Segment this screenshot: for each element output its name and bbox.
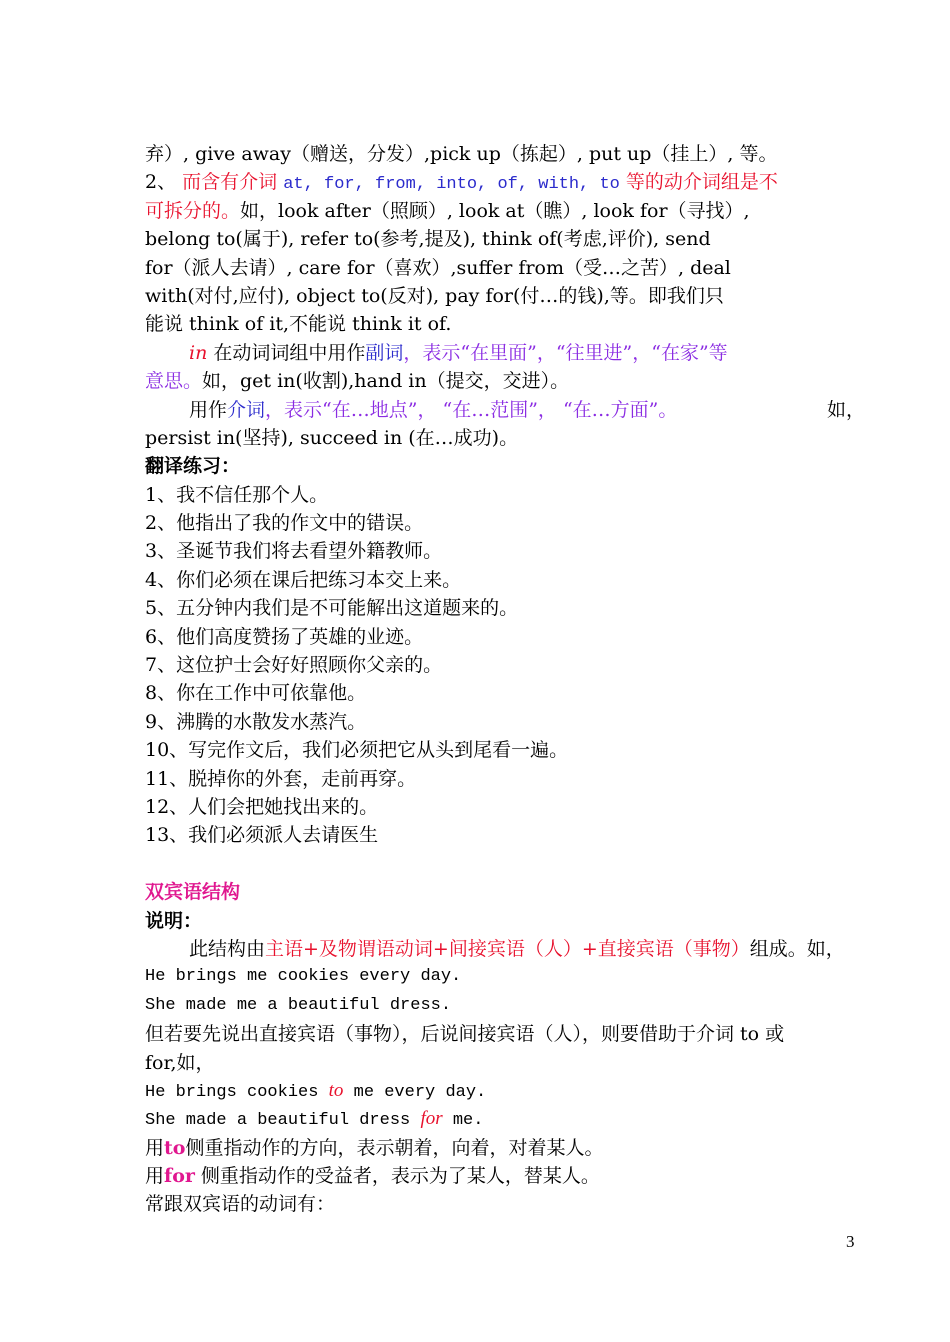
text-span: for（派人去请）, care for（喜欢）,suffer from（受…之苦）, deal	[145, 256, 731, 279]
keyword-to: to	[328, 1079, 344, 1101]
example-sentence	[145, 1105, 865, 1133]
example-sentence: He brings me cookies every day.	[145, 967, 462, 987]
text-span: He brings cookies	[145, 1082, 319, 1102]
text-span: me every day.	[353, 1082, 487, 1102]
intro-line	[145, 935, 865, 963]
text-line-9	[145, 367, 865, 395]
text-span: 组成。如，	[749, 937, 845, 960]
note-line: for,如，	[145, 1051, 215, 1074]
list-item: 10、写完作文后，我们必须把它从头到尾看一遍。	[145, 739, 569, 762]
highlight-blue: 副词	[365, 341, 404, 364]
list-item: 1、我不信任那个人。	[145, 483, 329, 506]
exercise-heading: 翻译练习：	[145, 455, 241, 478]
text-span: She made a beautiful dress	[145, 1111, 411, 1131]
text-span: 如，get in(收割),hand in（提交，交进）。	[202, 370, 570, 393]
list-item: 5、五分钟内我们是不可能解出这道题来的。	[145, 597, 519, 620]
text-span: 弃）, give away（赠送，分发）,pick up（拣起）, put up（挂上）, 等。	[145, 143, 778, 165]
explain-label: 说明：	[145, 909, 203, 932]
list-item: 2、他指出了我的作文中的错误。	[145, 512, 424, 535]
text-span: 用	[145, 1165, 165, 1188]
note-line: 但若要先说出直接宾语（事物），后说间接宾语（人），则要借助于介词 to 或	[145, 1023, 785, 1046]
text-span: 此结构由	[189, 937, 266, 960]
text-line-8	[145, 339, 865, 367]
example-sentence: She made me a beautiful dress.	[145, 995, 452, 1015]
list-item: 6、他们高度赞扬了英雄的业迹。	[145, 625, 424, 648]
text-span: 如，	[826, 398, 865, 421]
text-span: 用作	[189, 398, 228, 421]
text-line-11	[145, 424, 865, 452]
list-item: 9、沸腾的水散发水蒸汽。	[145, 710, 367, 733]
text-line-3	[145, 197, 865, 225]
verbs-intro: 常跟双宾语的动词有：	[145, 1193, 336, 1216]
text-span: 如，look after（照顾）, look at（瞧）, look for（寻找）,	[240, 199, 750, 222]
list-item: 4、你们必须在课后把练习本交上来。	[145, 568, 462, 591]
text-span: 在动词词组中用作	[213, 341, 366, 364]
text-line-4	[145, 225, 865, 253]
keyword-to: to	[164, 1136, 186, 1159]
highlight-purple: ，表示“在…地点”， “在…范围”， “在…方面”。	[265, 398, 678, 421]
highlight-red: 而含有介词	[182, 171, 278, 194]
usage-to	[145, 1134, 865, 1162]
list-item: 7、这位护士会好好照顾你父亲的。	[145, 654, 443, 677]
example-sentence	[145, 1077, 865, 1105]
text-span: 能说 think of it,不能说 think it of.	[145, 313, 452, 336]
keyword-for: for	[420, 1108, 443, 1130]
keyword-for: for	[164, 1165, 195, 1188]
structure-formula: 主语+及物谓语动词+间接宾语（人）+直接宾语（事物）	[265, 937, 750, 960]
section-title: 双宾语结构	[145, 881, 241, 904]
text-span: 侧重指动作的受益者，表示为了某人，替某人。	[194, 1165, 600, 1188]
exercise-list	[145, 481, 865, 850]
list-item: 8、你在工作中可依靠他。	[145, 682, 367, 705]
highlight-purple: 意思。	[145, 370, 203, 393]
page-number: 3	[846, 1232, 855, 1251]
list-item: 3、圣诞节我们将去看望外籍教师。	[145, 540, 443, 563]
keyword-in: in	[189, 341, 208, 364]
text-span: 侧重指动作的方向，表示朝着，向着，对着某人。	[185, 1136, 604, 1159]
text-span: with(对付,应付), object to(反对), pay for(付…的钱),等。即我们只	[145, 284, 724, 307]
list-item: 12、人们会把她找出来的。	[145, 795, 379, 818]
text-line-1	[145, 140, 865, 168]
list-number: 2、	[145, 171, 177, 194]
list-item: 13、我们必须派人去请医生	[145, 824, 379, 847]
text-line-7	[145, 310, 865, 338]
text-span: me.	[452, 1111, 484, 1131]
text-line-6	[145, 282, 865, 310]
text-line-5	[145, 254, 865, 282]
text-span: 用	[145, 1136, 165, 1159]
preposition-list: at, for, from, into, of, with, to	[283, 175, 620, 195]
text-span: belong to(属于), refer to(参考,提及), think of(考虑,评价), send	[145, 228, 711, 251]
highlight-red: 可拆分的。	[145, 199, 241, 222]
usage-for	[145, 1162, 865, 1190]
list-item: 11、脱掉你的外套，走前再穿。	[145, 767, 417, 790]
document-page	[145, 140, 865, 1219]
spacer	[145, 850, 865, 878]
text-span: persist in(坚持), succeed in (在…成功)。	[145, 426, 519, 449]
highlight-red: 等的动介词组是不	[625, 171, 778, 194]
highlight-purple: ，表示“在里面”，“往里进”，“在家”等	[403, 341, 728, 364]
highlight-blue: 介词	[227, 398, 266, 421]
text-line-2	[145, 168, 865, 196]
text-line-10	[145, 396, 865, 424]
